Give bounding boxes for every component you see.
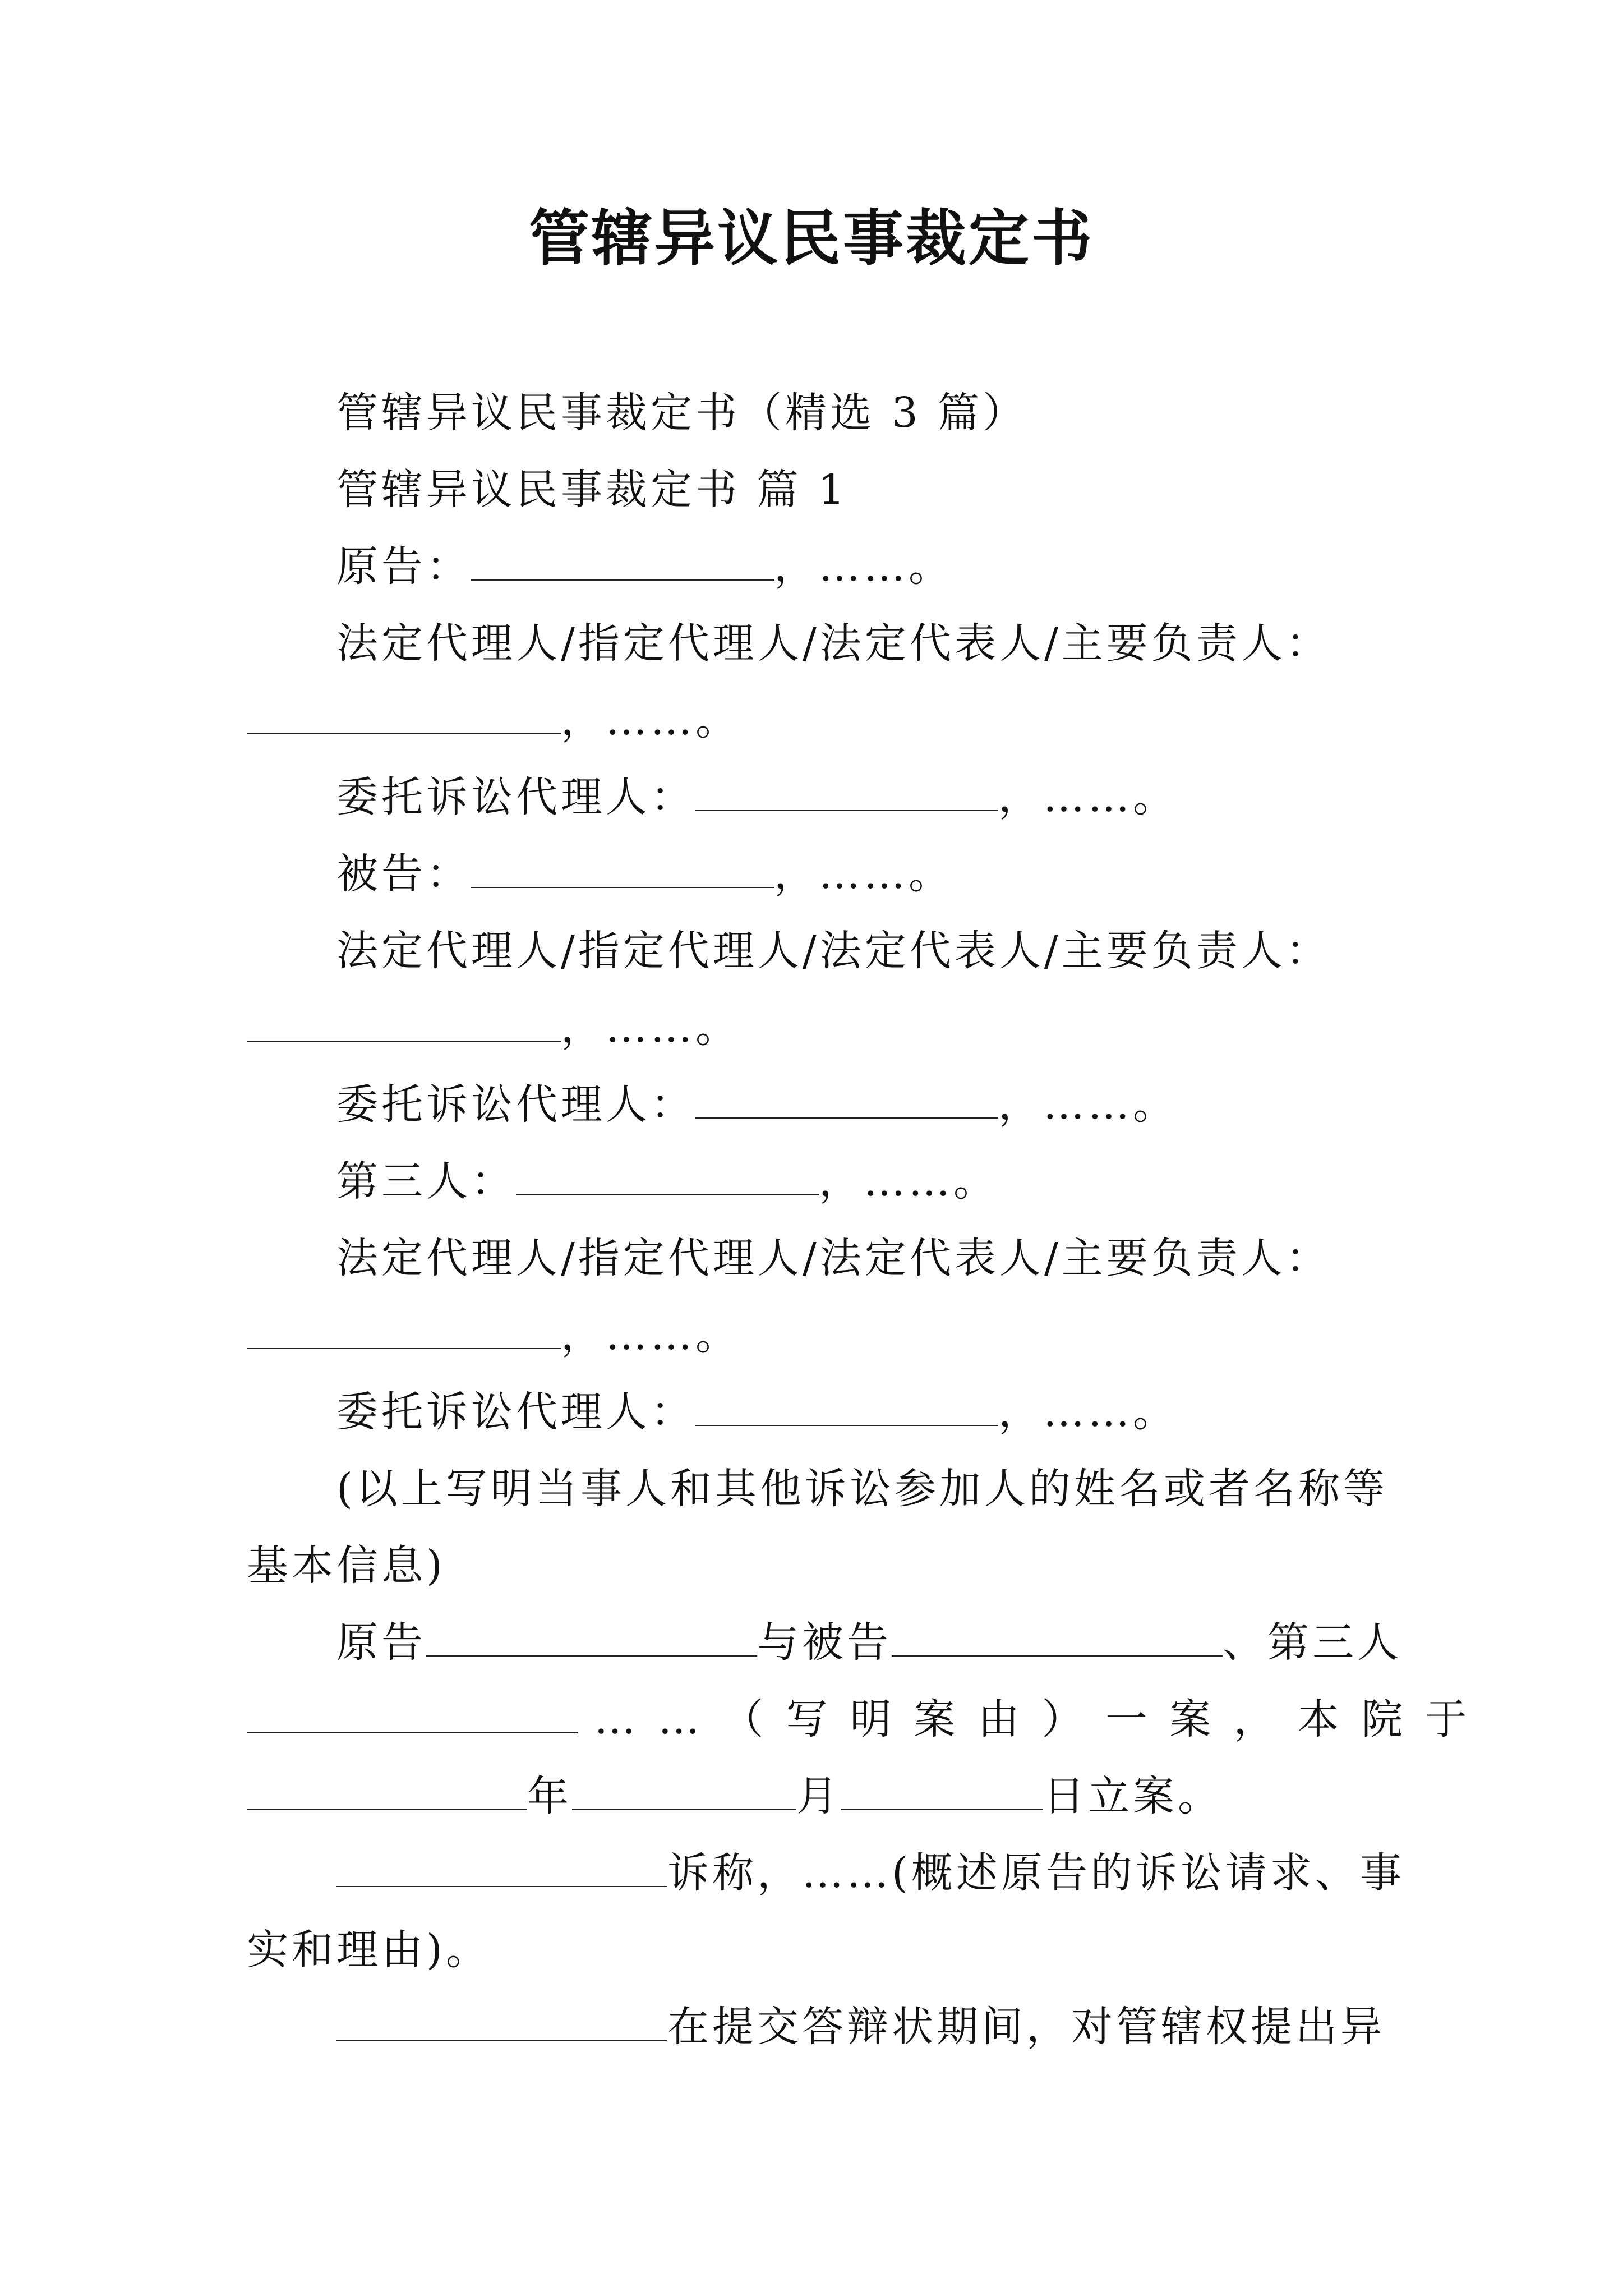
fill-blank: [471, 850, 774, 888]
fill-blank: [892, 1618, 1223, 1657]
fill-blank: [247, 696, 561, 734]
fill-blank: [247, 1311, 561, 1349]
defendant-agent-line: [247, 913, 1385, 990]
third-party-line: [247, 1143, 1385, 1220]
case-line-2: [247, 1681, 1490, 1758]
fill-blank: [516, 1157, 819, 1195]
line-ending: ，……。: [561, 1311, 740, 1359]
litigation-agent-label: 委托诉讼代理人：: [336, 773, 695, 821]
defendant-line: [247, 836, 1385, 913]
fill-blank: [695, 773, 998, 811]
third-party-agent-value-line: [247, 1297, 1385, 1374]
fill-blank: [695, 1080, 998, 1119]
fill-blank: [471, 542, 774, 581]
defendant-label: 被告：: [336, 850, 471, 898]
note-line: (以上写明当事人和其他诉讼参加人的姓名或者名称等: [336, 1465, 1388, 1513]
claims-line-continued: 实和理由)。: [247, 1926, 491, 1974]
note-line-continued: 基本信息): [247, 1542, 446, 1590]
plaintiff-agent-line: [247, 605, 1385, 682]
plaintiff-litigation-agent-line: [247, 759, 1385, 836]
agent-label: 法定代理人/指定代理人/法定代表人/主要负责人：: [336, 1234, 1331, 1282]
fill-blank: [247, 1695, 578, 1733]
document-title: 管辖异议民事裁定书: [528, 203, 1094, 274]
case-line-1: [247, 1604, 1402, 1681]
claims-text: 诉称，……(概述原告的诉讼请求、事: [667, 1849, 1405, 1897]
fill-blank: [336, 2003, 667, 2041]
plaintiff-label: 原告：: [336, 542, 471, 591]
with-defendant: 与被告: [757, 1618, 892, 1667]
litigation-agent-label: 委托诉讼代理人：: [336, 1080, 695, 1129]
claims-line: [247, 1835, 1405, 1912]
fill-blank: [336, 1849, 667, 1887]
line-ending: ，……。: [561, 696, 740, 744]
agent-label: 法定代理人/指定代理人/法定代表人/主要负责人：: [336, 927, 1331, 975]
objection-line: [247, 1989, 1385, 2065]
line-ending: ，……。: [998, 1388, 1178, 1436]
third-party-litigation-agent-line: [247, 1374, 1385, 1451]
plaintiff-agent-value-line: [247, 682, 1385, 759]
subtitle: 管辖异议民事裁定书（精选 3 篇）: [336, 389, 1028, 437]
document-body: [247, 375, 1490, 2065]
line-ending: ，……。: [561, 1004, 740, 1052]
case-cause: ……（写明案由）一案，本院于: [594, 1695, 1490, 1743]
month-label: 月: [796, 1772, 841, 1820]
third-party-word: 、第三人: [1223, 1618, 1402, 1667]
fill-blank: [572, 1772, 796, 1810]
objection-text: 在提交答辩状期间，对管辖权提出异: [667, 2003, 1385, 2051]
plaintiff-word: 原告: [336, 1618, 426, 1667]
fill-blank: [247, 1772, 527, 1810]
fill-blank: [247, 1004, 561, 1042]
third-party-label: 第三人：: [336, 1157, 516, 1205]
day-filed-label: 日立案。: [1043, 1772, 1223, 1820]
line-ending: ，……。: [774, 542, 953, 591]
line-ending: ，……。: [774, 850, 953, 898]
defendant-litigation-agent-line: [247, 1066, 1385, 1143]
line-ending: ，……。: [998, 1080, 1178, 1129]
third-party-agent-line: [247, 1220, 1385, 1297]
defendant-agent-value-line: [247, 990, 1385, 1066]
line-ending: ，……。: [819, 1157, 998, 1205]
fill-blank: [426, 1618, 757, 1657]
line-ending: ，……。: [998, 773, 1178, 821]
fill-blank: [695, 1388, 998, 1426]
plaintiff-line: [247, 528, 1385, 605]
agent-label: 法定代理人/指定代理人/法定代表人/主要负责人：: [336, 619, 1331, 668]
year-label: 年: [527, 1772, 572, 1820]
fill-blank: [841, 1772, 1043, 1810]
section-heading: 管辖异议民事裁定书 篇 1: [336, 466, 849, 514]
litigation-agent-label: 委托诉讼代理人：: [336, 1388, 695, 1436]
case-line-3: [247, 1758, 1385, 1835]
